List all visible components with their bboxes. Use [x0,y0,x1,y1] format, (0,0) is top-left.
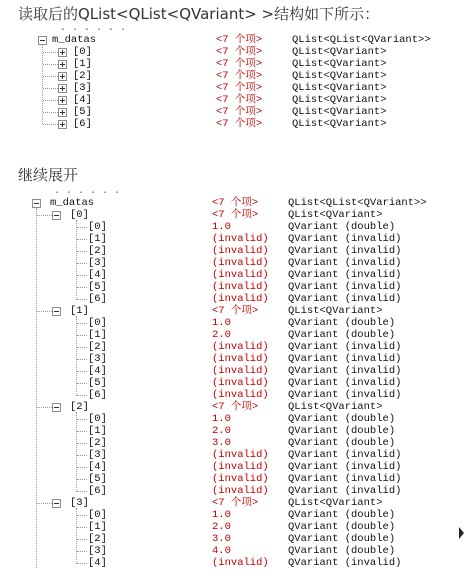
node-value: (invalid) [212,269,269,281]
node-value: (invalid) [212,389,269,401]
collapse-icon[interactable] [32,199,41,208]
node-type: QVariant (invalid) [288,245,402,257]
node-type: QVariant (double) [288,413,396,425]
node-name: [0] [73,46,92,58]
node-name: [1] [88,329,107,341]
node-value: (invalid) [212,341,269,353]
node-name: [5] [88,473,107,485]
node-name: [4] [73,94,92,106]
tree-connector-line [77,539,87,540]
node-type: QVariant (invalid) [288,257,402,269]
node-name: [4] [88,365,107,377]
node-name: [2] [88,245,107,257]
node-value: 1.0 [212,221,231,233]
node-name: [2] [70,401,89,413]
tree-connector-line [77,527,87,528]
node-type: QVariant (double) [288,545,396,557]
heading-continue-expand: 继续展开 [18,166,79,184]
node-name: [5] [88,281,107,293]
node-type: QVariant (invalid) [288,473,402,485]
tree-connector-line [77,227,87,228]
node-value: (invalid) [212,557,269,569]
clipped-row-above: . . . . . . [54,186,121,197]
node-value: (invalid) [212,245,269,257]
node-type: QVariant (invalid) [288,377,402,389]
tree-connector-line [37,215,52,216]
expand-icon[interactable] [58,48,67,57]
node-value: <7 个项> [216,82,263,94]
collapse-icon[interactable] [38,36,47,45]
node-type: QVariant (invalid) [288,353,402,365]
node-name: [3] [88,449,107,461]
node-name: [2] [73,70,92,82]
node-value: 1.0 [212,413,231,425]
node-value: 2.0 [212,521,231,533]
node-value: <7 个项> [216,94,263,106]
node-type: QVariant (double) [288,521,396,533]
node-name: [3] [88,257,107,269]
node-type: QList<QVariant> [288,209,383,221]
node-value: <7 个项> [212,497,259,509]
node-name: [0] [88,317,107,329]
tree-connector-line [77,323,87,324]
node-type: QList<QVariant> [292,118,387,130]
node-type: QVariant (invalid) [288,461,402,473]
node-value: 1.0 [212,509,231,521]
tree-connector-line [43,64,58,65]
node-name: [3] [73,82,92,94]
node-value: <7 个项> [216,58,263,70]
node-type: QList<QVariant> [288,497,383,509]
node-type: QList<QVariant> [292,58,387,70]
node-value: (invalid) [212,449,269,461]
tree-connector-line [77,431,87,432]
expand-icon[interactable] [58,60,67,69]
node-name: [3] [88,353,107,365]
node-type: QVariant (double) [288,533,396,545]
tree-connector-line [77,479,87,480]
node-type: QList<QVariant> [292,106,387,118]
tree-connector-line [77,299,87,300]
node-name: [4] [88,557,107,569]
node-type: QVariant (invalid) [288,341,402,353]
node-value: 2.0 [212,329,231,341]
node-value: <7 个项> [212,401,259,413]
node-type: QVariant (invalid) [288,365,402,377]
node-value: 3.0 [212,437,231,449]
node-name: [1] [88,425,107,437]
node-type: QList<QVariant> [288,305,383,317]
tree-connector-line [37,407,52,408]
node-value: (invalid) [212,257,269,269]
node-type: QVariant (invalid) [288,389,402,401]
tree-connector-line [77,371,87,372]
node-name: [4] [88,461,107,473]
tree-connector-line [77,551,87,552]
node-value: <7 个项> [216,70,263,82]
node-value: <7 个项> [216,46,263,58]
node-name: [6] [88,389,107,401]
tree-connector-line [77,395,87,396]
node-name: m_datas [52,34,97,46]
node-type: QVariant (double) [288,425,396,437]
node-name: [4] [88,269,107,281]
tree-connector-line [76,508,77,564]
tree-connector-line [77,383,87,384]
node-value: <7 个项> [216,118,263,130]
node-name: [2] [88,341,107,353]
node-value: <7 个项> [216,106,263,118]
heading-qlist-structure: 读取后的QList<QList<QVariant> >结构如下所示： [18,5,380,23]
scroll-arrow-icon[interactable] [459,527,464,539]
tree-connector-line [77,359,87,360]
node-name: m_datas [50,197,95,209]
tree-connector-line [76,220,77,300]
node-name: [1] [88,233,107,245]
tree-connector-line [77,491,87,492]
node-type: QVariant (double) [288,437,396,449]
node-type: QVariant (double) [288,329,396,341]
node-name: [2] [88,437,107,449]
node-name: [6] [88,485,107,497]
expand-icon[interactable] [58,120,67,129]
expand-icon[interactable] [58,84,67,93]
tree-connector-line [43,112,58,113]
node-value: (invalid) [212,233,269,245]
node-value: <7 个项> [212,305,259,317]
node-name: [0] [88,509,107,521]
expand-icon[interactable] [58,72,67,81]
node-value: (invalid) [212,485,269,497]
node-type: QVariant (invalid) [288,485,402,497]
node-type: QList<QVariant> [292,70,387,82]
node-value: (invalid) [212,353,269,365]
node-type: QList<QList<QVariant>> [292,34,431,46]
tree-connector-line [77,263,87,264]
tree-connector-line [77,347,87,348]
node-name: [3] [88,545,107,557]
tree-connector-line [77,515,87,516]
node-type: QList<QVariant> [292,94,387,106]
tree-connector-line [36,208,37,568]
tree-connector-line [77,563,87,564]
tree-connector-line [77,287,87,288]
node-type: QVariant (invalid) [288,557,402,569]
node-type: QVariant (double) [288,317,396,329]
node-name: [5] [88,377,107,389]
node-value: (invalid) [212,281,269,293]
collapse-icon[interactable] [52,211,61,220]
tree-connector-line [77,455,87,456]
node-value: 2.0 [212,425,231,437]
node-type: QVariant (invalid) [288,293,402,305]
node-type: QVariant (double) [288,221,396,233]
node-name: [0] [70,209,89,221]
tree-connector-line [77,239,87,240]
node-value: 3.0 [212,533,231,545]
collapse-icon[interactable] [52,307,61,316]
tree-connector-line [43,124,58,125]
node-type: QVariant (invalid) [288,449,402,461]
tree-connector-line [37,503,52,504]
node-name: [6] [73,118,92,130]
node-name: [1] [88,521,107,533]
tree-connector-line [77,419,87,420]
node-value: (invalid) [212,377,269,389]
collapse-icon[interactable] [52,499,61,508]
node-name: [6] [88,293,107,305]
node-type: QVariant (invalid) [288,233,402,245]
expand-icon[interactable] [58,108,67,117]
tree-connector-line [77,443,87,444]
expand-icon[interactable] [58,96,67,105]
node-type: QVariant (invalid) [288,269,402,281]
node-name: [0] [88,413,107,425]
tree-connector-line [76,412,77,492]
node-name: [5] [73,106,92,118]
node-type: QList<QList<QVariant>> [288,197,427,209]
node-type: QList<QVariant> [292,82,387,94]
node-value: (invalid) [212,293,269,305]
tree-connector-line [76,316,77,396]
node-type: QList<QVariant> [288,401,383,413]
tree-connector-line [43,88,58,89]
node-value: (invalid) [212,365,269,377]
tree-connector-line [37,311,52,312]
tree-connector-line [43,76,58,77]
tree-connector-line [77,275,87,276]
node-name: [2] [88,533,107,545]
node-name: [1] [73,58,92,70]
node-value: <7 个项> [216,34,263,46]
node-value: (invalid) [212,461,269,473]
node-type: QList<QVariant> [292,46,387,58]
tree-connector-line [77,251,87,252]
node-name: [0] [88,221,107,233]
node-value: 4.0 [212,545,231,557]
node-type: QVariant (double) [288,509,396,521]
node-value: <7 个项> [212,209,259,221]
tree-connector-line [43,52,58,53]
tree-connector-line [77,467,87,468]
node-value: (invalid) [212,473,269,485]
node-type: QVariant (invalid) [288,281,402,293]
clipped-row-above: . . . . . . [60,23,127,34]
tree-connector-line [43,100,58,101]
node-name: [1] [70,305,89,317]
collapse-icon[interactable] [52,403,61,412]
node-value: <7 个项> [212,197,259,209]
node-value: 1.0 [212,317,231,329]
tree-connector-line [77,335,87,336]
node-name: [3] [70,497,89,509]
